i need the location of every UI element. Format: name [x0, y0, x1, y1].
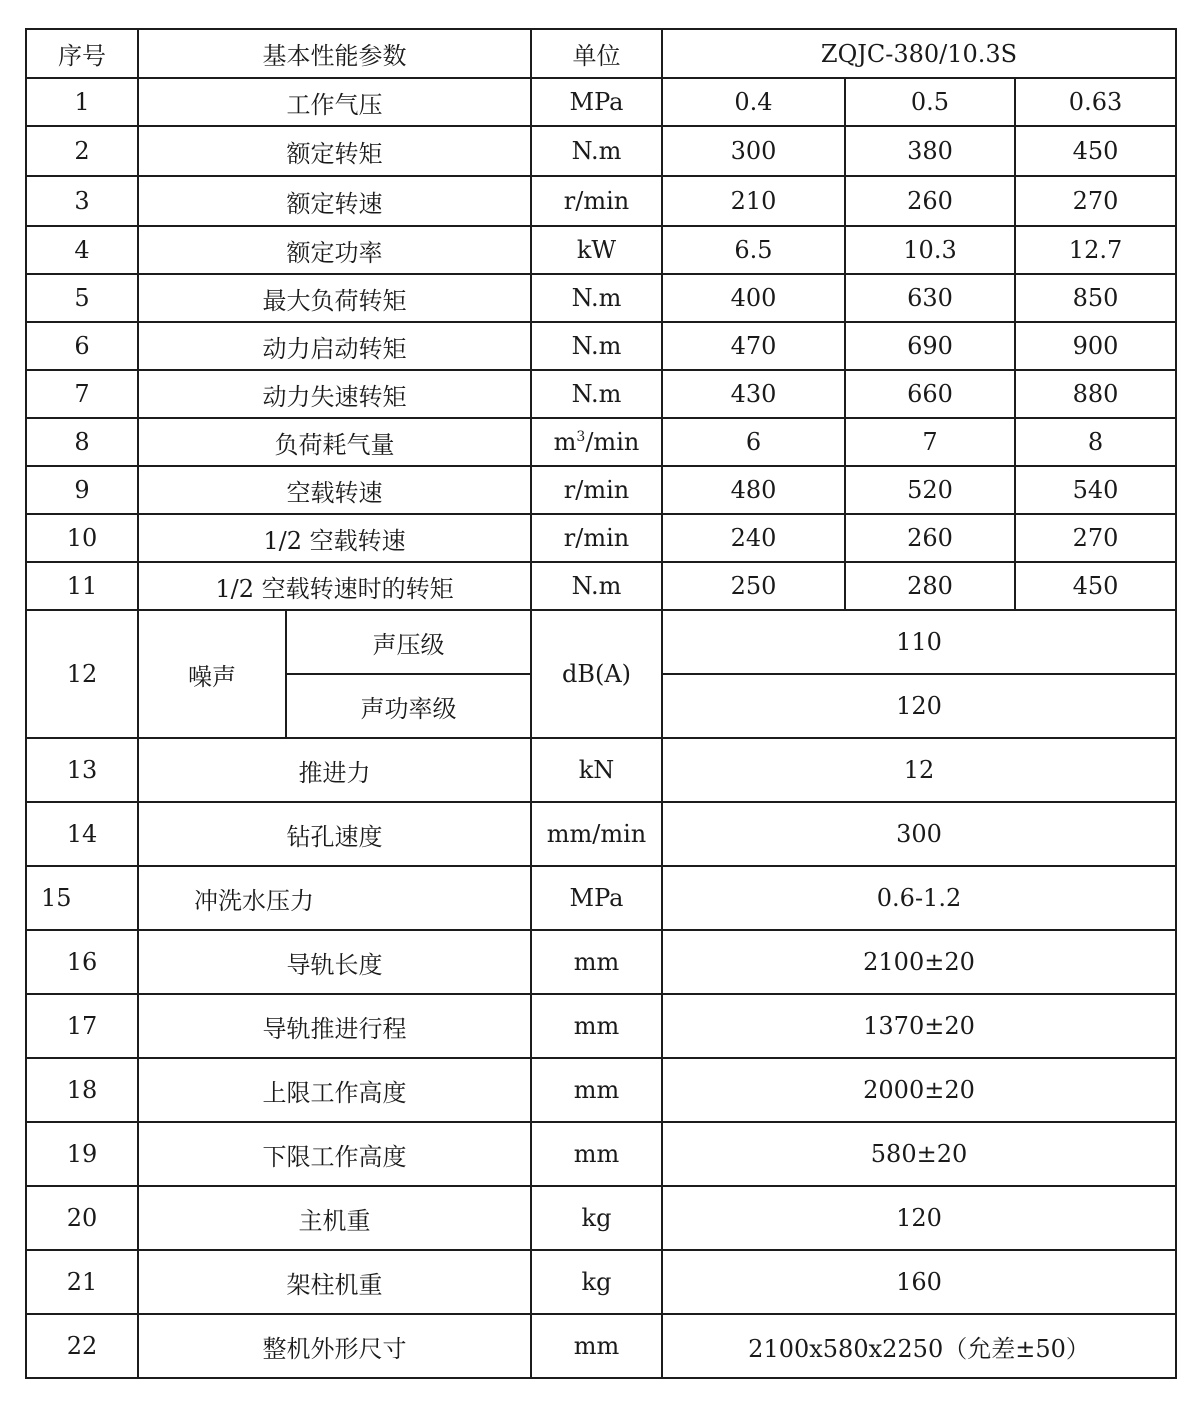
row-value: 430	[662, 370, 845, 418]
row-unit: kg	[531, 1186, 662, 1250]
row-no: 14	[26, 802, 138, 866]
table-row	[26, 322, 1176, 370]
row-value: 210	[662, 176, 845, 226]
row-param: 钻孔速度	[138, 802, 531, 866]
row-unit: mm/min	[531, 802, 662, 866]
row-param: 最大负荷转矩	[138, 274, 531, 322]
row-value: 160	[662, 1250, 1176, 1314]
row-value: 12.7	[1015, 226, 1176, 274]
table-row	[26, 176, 1176, 226]
noise-label: 噪声	[138, 610, 286, 738]
table-row	[26, 78, 1176, 126]
row-value: 260	[845, 176, 1015, 226]
row-value: 1370±20	[662, 994, 1176, 1058]
row-value: 240	[662, 514, 845, 562]
header-param: 基本性能参数	[138, 29, 531, 78]
row-value: 580±20	[662, 1122, 1176, 1186]
table-row	[26, 370, 1176, 418]
table-row	[26, 738, 1176, 802]
header-model: ZQJC-380/10.3S	[662, 29, 1176, 78]
row-value: 520	[845, 466, 1015, 514]
row-unit: N.m	[531, 562, 662, 610]
row-value: 280	[845, 562, 1015, 610]
row-value: 450	[1015, 126, 1176, 176]
row-unit: r/min	[531, 514, 662, 562]
row-unit: mm	[531, 1058, 662, 1122]
spec-table	[25, 28, 1177, 1379]
unit-superscript: 3	[576, 429, 586, 445]
row-value: 900	[1015, 322, 1176, 370]
table-row	[26, 1122, 1176, 1186]
unit-base: m	[553, 428, 577, 456]
row-param: 整机外形尺寸	[138, 1314, 531, 1378]
row-param: 上限工作高度	[138, 1058, 531, 1122]
row-value: 470	[662, 322, 845, 370]
noise-row	[26, 610, 1176, 674]
row-no: 2	[26, 126, 138, 176]
row-no: 9	[26, 466, 138, 514]
row-value: 0.4	[662, 78, 845, 126]
table-row	[26, 126, 1176, 176]
header-row	[26, 29, 1176, 78]
row-value: 880	[1015, 370, 1176, 418]
row-param: 动力启动转矩	[138, 322, 531, 370]
row-no: 22	[26, 1314, 138, 1378]
row-unit: r/min	[531, 466, 662, 514]
row-param: 导轨长度	[138, 930, 531, 994]
row-value: 480	[662, 466, 845, 514]
table-row	[26, 514, 1176, 562]
table-row	[26, 418, 1176, 466]
row-no: 18	[26, 1058, 138, 1122]
row-no: 5	[26, 274, 138, 322]
row-no: 11	[26, 562, 138, 610]
row-no: 16	[26, 930, 138, 994]
table-row	[26, 866, 1176, 930]
row-unit: N.m	[531, 126, 662, 176]
row-unit: kW	[531, 226, 662, 274]
row-unit: mm	[531, 930, 662, 994]
row-value: 450	[1015, 562, 1176, 610]
row-param: 1/2 空载转速时的转矩	[138, 562, 531, 610]
row-no: 6	[26, 322, 138, 370]
row-param: 额定转矩	[138, 126, 531, 176]
header-unit: 单位	[531, 29, 662, 78]
row-value: 690	[845, 322, 1015, 370]
row-param: 冲洗水压力	[138, 866, 531, 930]
row-unit: mm	[531, 1314, 662, 1378]
row-param: 空载转速	[138, 466, 531, 514]
row-param: 下限工作高度	[138, 1122, 531, 1186]
table-row	[26, 226, 1176, 274]
row-value: 400	[662, 274, 845, 322]
row-unit: MPa	[531, 866, 662, 930]
row-unit: N.m	[531, 322, 662, 370]
row-value: 850	[1015, 274, 1176, 322]
row-param: 额定功率	[138, 226, 531, 274]
row-value: 250	[662, 562, 845, 610]
row-value: 120	[662, 1186, 1176, 1250]
row-param: 负荷耗气量	[138, 418, 531, 466]
row-no: 7	[26, 370, 138, 418]
row-value: 2100±20	[662, 930, 1176, 994]
row-no: 10	[26, 514, 138, 562]
row-value: 2100x580x2250（允差±50）	[662, 1314, 1176, 1378]
table-row	[26, 1250, 1176, 1314]
row-no: 8	[26, 418, 138, 466]
row-value: 0.6-1.2	[662, 866, 1176, 930]
table-row	[26, 930, 1176, 994]
row-value: 540	[1015, 466, 1176, 514]
row-unit	[531, 418, 662, 466]
row-value: 0.63	[1015, 78, 1176, 126]
row-unit: N.m	[531, 370, 662, 418]
row-value: 2000±20	[662, 1058, 1176, 1122]
row-value: 380	[845, 126, 1015, 176]
table-row	[26, 562, 1176, 610]
table-row	[26, 1314, 1176, 1378]
row-no: 3	[26, 176, 138, 226]
row-value: 10.3	[845, 226, 1015, 274]
row-param: 架柱机重	[138, 1250, 531, 1314]
row-value: 6	[662, 418, 845, 466]
row-value: 7	[845, 418, 1015, 466]
row-value: 12	[662, 738, 1176, 802]
table-row	[26, 1058, 1176, 1122]
noise-sub-label: 声压级	[286, 610, 531, 674]
row-value: 300	[662, 126, 845, 176]
unit-rest: /min	[585, 428, 640, 456]
table-row	[26, 802, 1176, 866]
row-unit: r/min	[531, 176, 662, 226]
row-param: 推进力	[138, 738, 531, 802]
noise-sub-label: 声功率级	[286, 674, 531, 738]
row-param: 导轨推进行程	[138, 994, 531, 1058]
row-unit: kg	[531, 1250, 662, 1314]
table-row	[26, 274, 1176, 322]
table-row	[26, 466, 1176, 514]
row-no: 12	[26, 610, 138, 738]
row-value: 300	[662, 802, 1176, 866]
row-unit: dB(A)	[531, 610, 662, 738]
row-unit: kN	[531, 738, 662, 802]
table-row	[26, 994, 1176, 1058]
row-value: 630	[845, 274, 1015, 322]
row-no: 15	[26, 866, 138, 930]
row-no: 4	[26, 226, 138, 274]
row-no: 1	[26, 78, 138, 126]
row-no: 20	[26, 1186, 138, 1250]
row-value: 260	[845, 514, 1015, 562]
row-value: 120	[662, 674, 1176, 738]
table-row	[26, 1186, 1176, 1250]
row-param: 主机重	[138, 1186, 531, 1250]
row-no: 13	[26, 738, 138, 802]
row-value: 270	[1015, 176, 1176, 226]
row-value: 270	[1015, 514, 1176, 562]
row-param: 1/2 空载转速	[138, 514, 531, 562]
row-unit: MPa	[531, 78, 662, 126]
row-value: 660	[845, 370, 1015, 418]
row-no: 19	[26, 1122, 138, 1186]
row-value: 110	[662, 610, 1176, 674]
row-no: 17	[26, 994, 138, 1058]
row-value: 8	[1015, 418, 1176, 466]
row-param: 额定转速	[138, 176, 531, 226]
header-no: 序号	[26, 29, 138, 78]
row-value: 0.5	[845, 78, 1015, 126]
row-param: 工作气压	[138, 78, 531, 126]
row-value: 6.5	[662, 226, 845, 274]
row-unit: N.m	[531, 274, 662, 322]
row-param: 动力失速转矩	[138, 370, 531, 418]
row-unit: mm	[531, 994, 662, 1058]
row-no: 21	[26, 1250, 138, 1314]
row-unit: mm	[531, 1122, 662, 1186]
